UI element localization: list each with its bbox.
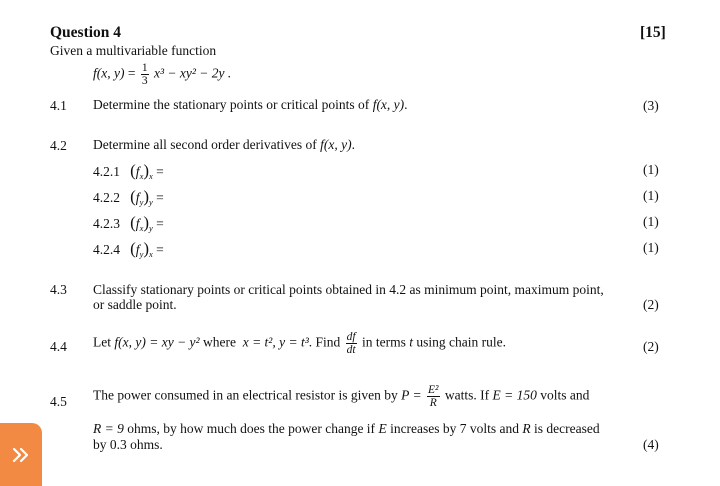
q42-func: f(x, y) xyxy=(320,137,352,152)
q43-line2: or saddle point. xyxy=(93,297,177,312)
q45-frac-num: E² xyxy=(428,384,439,396)
q45-a: The power consumed in an electrical resistor is given by xyxy=(93,387,398,403)
q42-sub-4-marks: (1) xyxy=(643,240,659,255)
q44-substitution: x = t², y = t³ xyxy=(242,334,309,350)
next-page-button[interactable] xyxy=(0,423,42,486)
q43-line1: Classify stationary points or critical points obtained in 4.2 as minimum point, maximum point, xyxy=(93,282,604,297)
sub-outer: x xyxy=(149,171,153,181)
q42-sub-1-marks: (1) xyxy=(643,162,659,177)
q45-marks: (4) xyxy=(643,437,659,452)
q42-body: Determine all second order derivatives of xyxy=(93,137,317,152)
q44-marks: (2) xyxy=(643,339,659,354)
q45-line2 xyxy=(93,421,600,437)
equation-lhs: f(x, y) xyxy=(93,65,125,81)
q41-number: 4.1 xyxy=(50,98,67,113)
q42-end: . xyxy=(351,137,356,152)
q42-sub-3-marks: (1) xyxy=(643,214,659,229)
q45-f: is decreased xyxy=(534,421,600,436)
q45-b: watts. If xyxy=(444,387,490,403)
sub-inner: y xyxy=(139,249,144,259)
question-title: Question 4 xyxy=(50,24,122,41)
sub-number: 4.2.1 xyxy=(93,164,120,179)
q45-line3: by 0.3 ohms. xyxy=(93,437,163,452)
q45-e-val: E = 150 xyxy=(492,387,537,403)
sub-inner: y xyxy=(139,197,144,207)
q43-number: 4.3 xyxy=(50,282,67,297)
function-equation: f(x, y) = $\frac{1}{3}$ x³ − xy² − 2y . xyxy=(93,62,232,87)
q42-sub-3: 4.2.3 $(f_x)_y$ = xyxy=(93,213,164,233)
intro-text: Given a multivariable function xyxy=(50,43,217,58)
q45-number: 4.5 xyxy=(50,394,67,409)
q45-e: increases by 7 volts and xyxy=(390,421,520,436)
q45-c: volts and xyxy=(540,387,590,403)
q42-sub-2: 4.2.2 $(f_y)_y$ = xyxy=(93,187,164,207)
q44-tail-var: t xyxy=(409,334,413,350)
q42-sub-1: 4.2.1 $(f_x)_x$ = xyxy=(93,161,164,181)
q41-func: f(x, y) xyxy=(372,97,405,112)
q41-body: Determine the stationary points or critical points of xyxy=(93,97,370,112)
q44-tail-b: using chain rule. xyxy=(416,334,506,350)
q44-where: where xyxy=(202,334,236,350)
sub-number: 4.2.2 xyxy=(93,190,120,205)
q43-marks: (2) xyxy=(643,297,659,312)
equation-rest: x³ − xy² − 2y . xyxy=(153,65,232,81)
q45-p-eq: P = xyxy=(401,387,422,403)
q45-e-var: E xyxy=(378,421,387,436)
q45-power-fraction xyxy=(427,384,439,409)
double-chevron-right-icon xyxy=(11,445,31,465)
q45-frac-den: R xyxy=(429,397,437,409)
q44-let: Let xyxy=(93,334,111,350)
q44-frac-den: dt xyxy=(346,344,356,356)
total-marks: [15] xyxy=(640,24,666,41)
sub-number: 4.2.3 xyxy=(93,216,120,231)
q44-find: . Find xyxy=(308,334,341,350)
q44-frac-num: df xyxy=(346,331,356,343)
fraction-numerator: 1 xyxy=(141,62,148,74)
q42-sub-4: 4.2.4 $(f_y)_x$ = xyxy=(93,239,164,259)
q41-text xyxy=(93,97,408,113)
q41-end: . xyxy=(404,97,408,112)
q41-marks: (3) xyxy=(643,98,659,113)
q42-text xyxy=(93,137,355,153)
q42-sub-2-marks: (1) xyxy=(643,188,659,203)
q44-number: 4.4 xyxy=(50,339,67,354)
q45-r-var: R xyxy=(522,421,531,436)
fraction-denominator: 3 xyxy=(141,75,148,87)
sub-outer: y xyxy=(149,223,153,233)
q45-line1 xyxy=(93,384,589,409)
sub-outer: x xyxy=(149,249,153,259)
q44-tail-a: in terms xyxy=(361,334,406,350)
q44-text xyxy=(93,331,506,356)
q44-func: f(x, y) = xy − y² xyxy=(114,334,200,350)
sub-inner: x xyxy=(139,223,144,233)
sub-outer: y xyxy=(149,197,153,207)
equation-fraction xyxy=(141,62,149,87)
q45-r-val: R = 9 xyxy=(93,421,124,436)
sub-inner: x xyxy=(139,171,144,181)
q42-number: 4.2 xyxy=(50,138,67,153)
q45-d: ohms, by how much does the power change if xyxy=(127,421,376,436)
q44-derivative xyxy=(346,331,357,356)
sub-number: 4.2.4 xyxy=(93,242,120,257)
